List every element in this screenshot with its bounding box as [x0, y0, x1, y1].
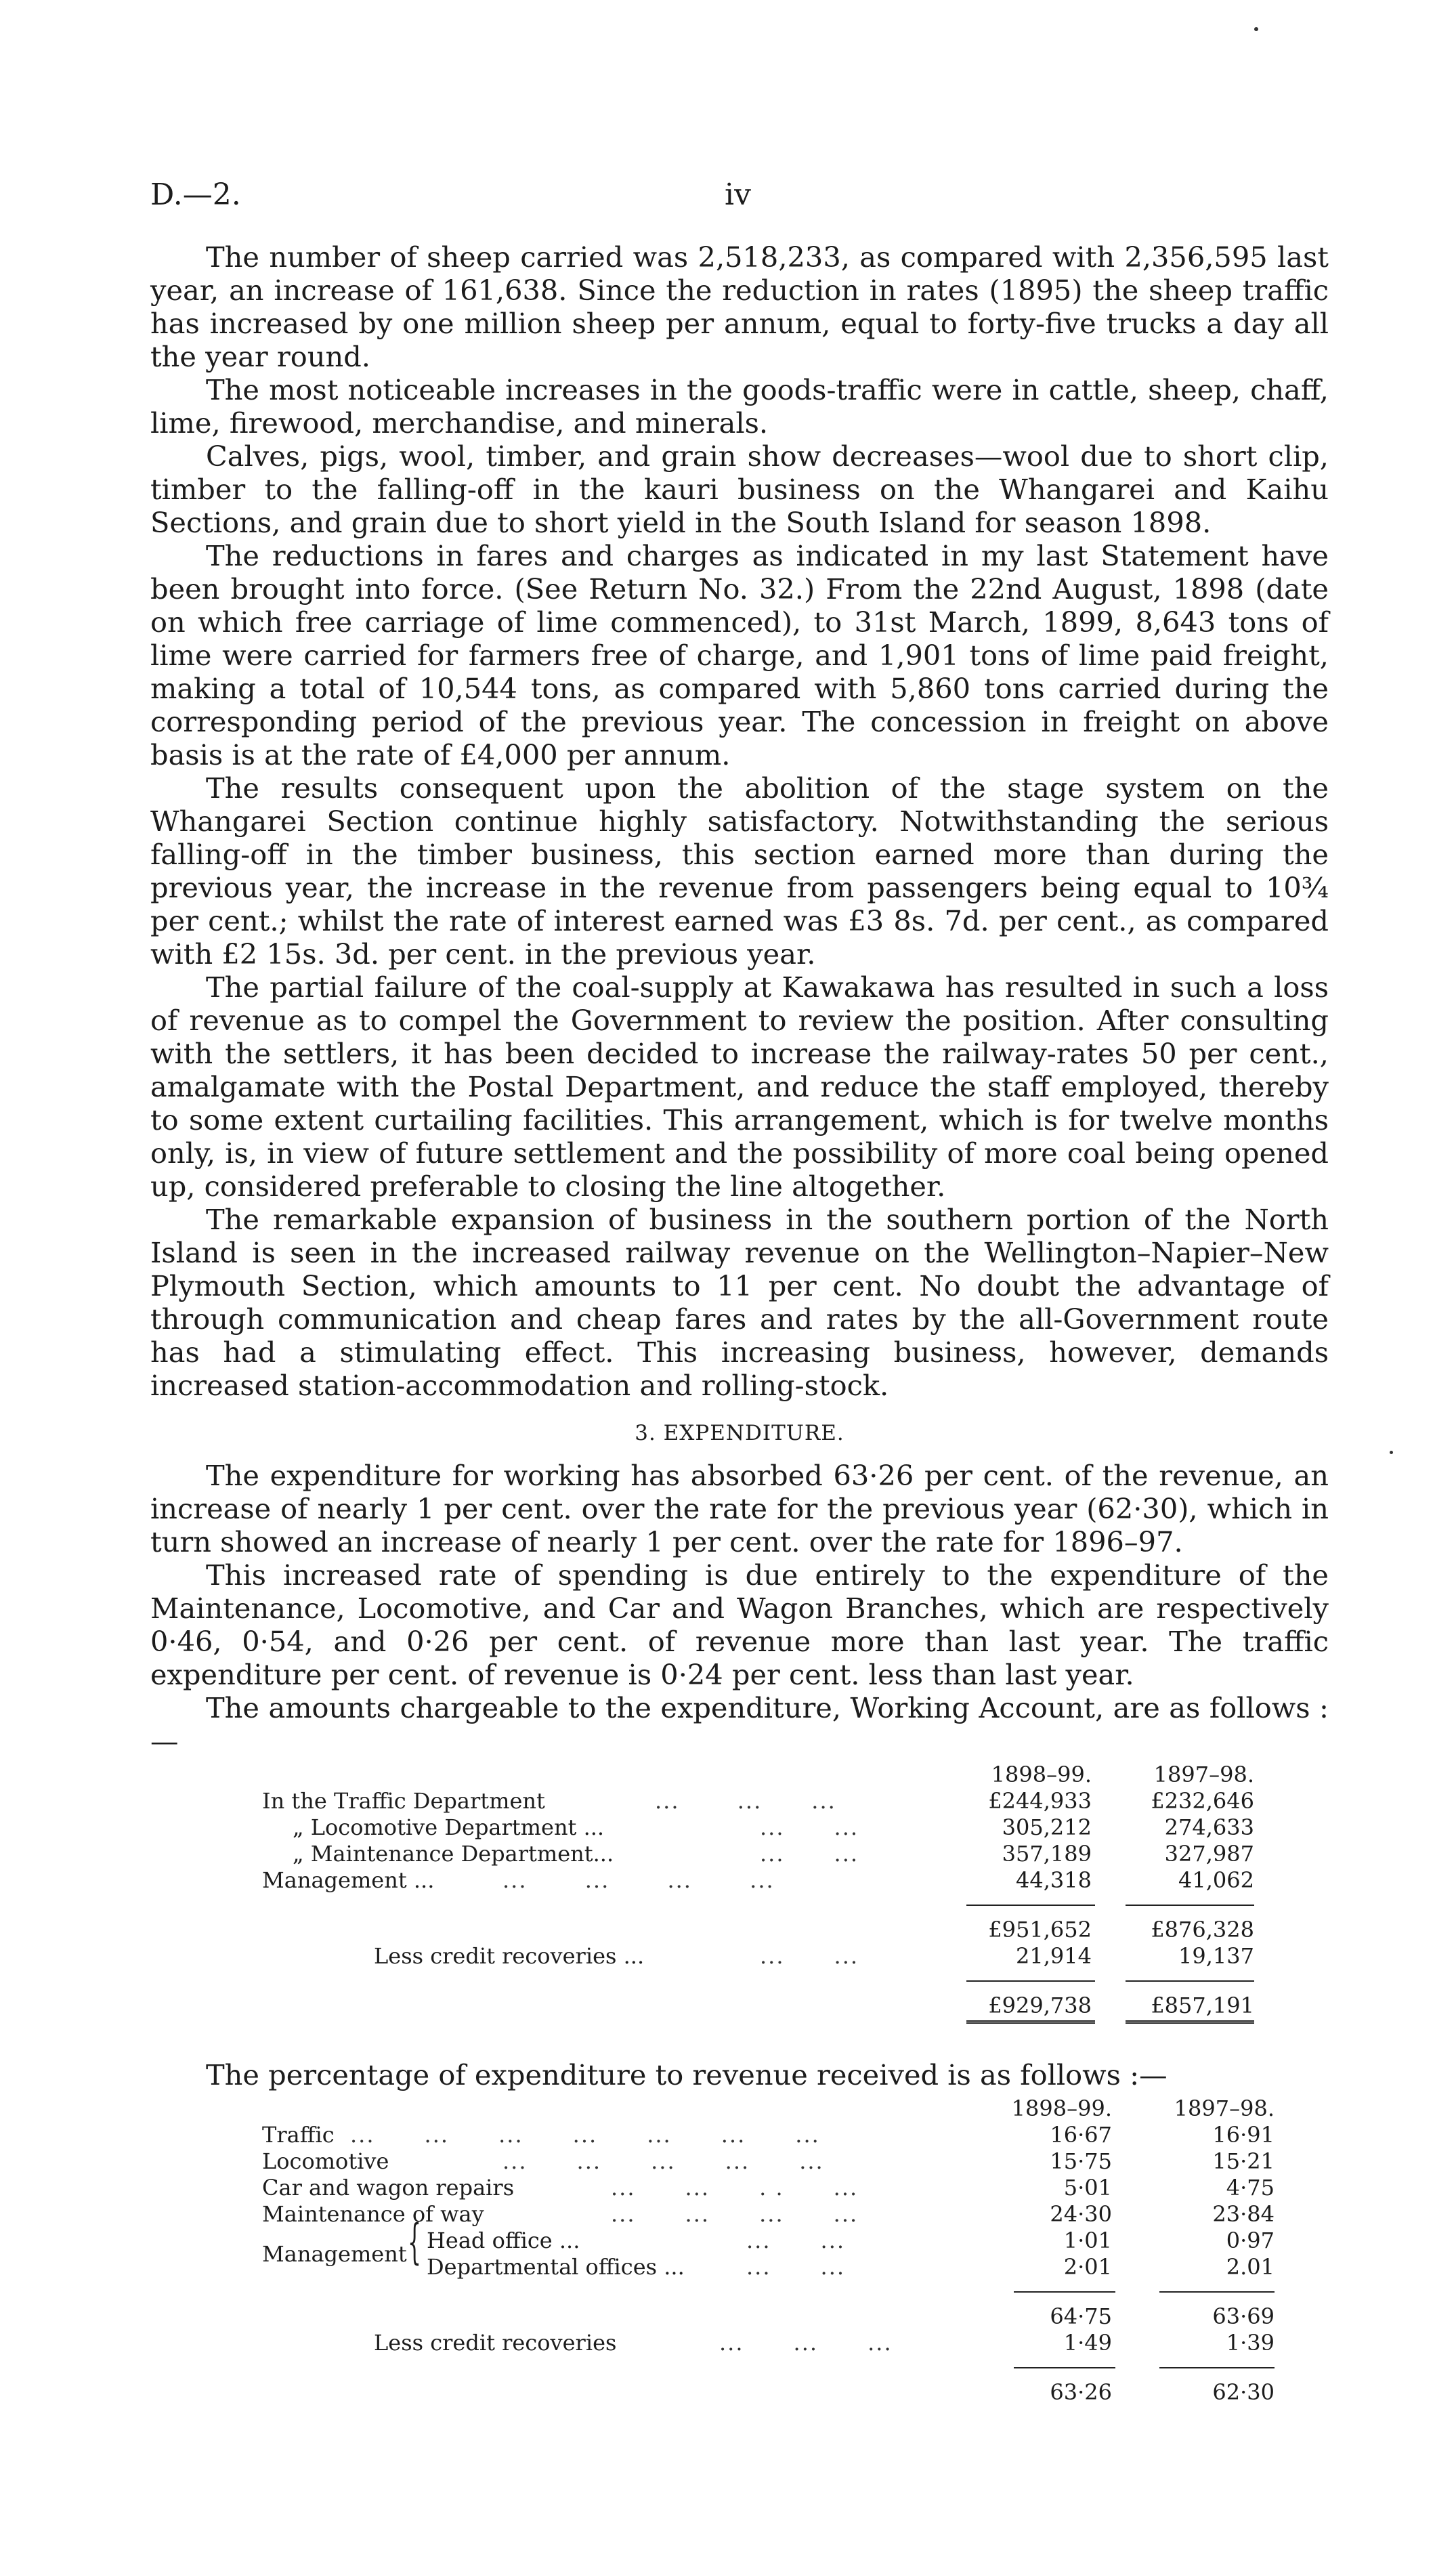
- leader-dots: ... ... ... ... ...: [502, 2148, 824, 2174]
- leader-dots: ... ... ... ...: [611, 2201, 859, 2227]
- subtotal-row: [150, 2303, 1329, 2330]
- section-heading: 3. EXPENDITURE.: [635, 1421, 844, 1445]
- sum-rule: [1126, 1980, 1254, 1982]
- body-text: [150, 240, 1329, 2434]
- less-recoveries-row: [150, 2330, 1329, 2356]
- total-row: [150, 1993, 1329, 2019]
- value-1898-99: 44,318: [1016, 1867, 1092, 1893]
- sum-rule: [1014, 2291, 1115, 2293]
- subtotal-1898-99: £951,652: [988, 1917, 1092, 1942]
- total-1898-99: £929,738: [988, 1993, 1092, 2018]
- paragraph: The number of sheep carried was 2,518,233, as compared with 2,356,595 last year, an increase of 161,638. Since the reduction in rates (1895) the sheep traffic has increased by one million sheep per annum, equal to forty-five trucks a day all the year round.: [150, 240, 1329, 373]
- scan-speck: [1254, 27, 1258, 31]
- value-1898-99: 1·49: [1063, 2330, 1112, 2356]
- total-1897-98: £857,191: [1151, 1993, 1254, 2018]
- value-1898-99: 16·67: [1050, 2122, 1112, 2148]
- table-row: [150, 1867, 1329, 1894]
- sub-row-label: Head office ...: [427, 2228, 580, 2253]
- value-1898-99: 24·30: [1050, 2201, 1112, 2227]
- paragraph: Calves, pigs, wool, timber, and grain show decreases—wool due to short clip, timber to the falling-off in the kauri business on the Whangarei and Kaihu Sections, and grain due to short yield in the South Island for season 1898.: [150, 440, 1329, 539]
- document-reference: D.—2.: [150, 177, 241, 212]
- value-1897-98: 16·91: [1212, 2122, 1275, 2148]
- row-label: Less credit recoveries: [374, 2330, 617, 2356]
- leader-dots: ... ... . . ...: [611, 2175, 859, 2200]
- row-label: Management ...: [262, 1867, 435, 1893]
- page-number: iv: [725, 177, 751, 212]
- table-header-row: [150, 2096, 1329, 2122]
- paragraph: The partial failure of the coal-supply at Kawakawa has resulted in such a loss of revenue as to compel the Government to review the position. After consulting with the settlers, it has been decided to increase the railway-rates 50 per cent., amalgamate with the Postal Department, and reduce the staff employed, thereby to some extent curtailing facilities. This arrangement, which is for twelve months only, is, in view of future settlement and the possibility of more coal being opened up, considered preferable to closing the line altogether.: [150, 971, 1329, 1203]
- sum-rule: [1126, 1905, 1254, 1906]
- leader-dots: ... ...: [746, 2254, 846, 2280]
- subtotal-1897-98: 63·69: [1212, 2303, 1275, 2329]
- value-1898-99: 15·75: [1050, 2148, 1112, 2174]
- leader-dots: ... ...: [760, 1841, 859, 1867]
- total-1897-98: 62·30: [1212, 2379, 1275, 2405]
- page-header: [150, 177, 1306, 218]
- leader-dots: ... ...: [760, 1814, 859, 1840]
- value-1897-98: 0·97: [1226, 2228, 1275, 2253]
- row-label: Locomotive: [262, 2148, 389, 2174]
- row-label: Less credit recoveries ...: [374, 1943, 645, 1969]
- column-header-1898-99: 1898–99.: [1011, 2096, 1112, 2121]
- table-row: [150, 1788, 1329, 1814]
- table-row: [150, 1814, 1329, 1841]
- expenditure-percentage-table: [150, 2096, 1329, 2434]
- leader-dots: ... ... ... ... ... ... ...: [350, 2122, 820, 2148]
- paragraph: The percentage of expenditure to revenue received is as follows :—: [206, 2058, 1168, 2091]
- value-1897-98: 2.01: [1226, 2254, 1275, 2280]
- total-1898-99: 63·26: [1050, 2379, 1112, 2405]
- table-rule-row: [150, 2280, 1329, 2303]
- subtotal-1897-98: £876,328: [1151, 1917, 1254, 1942]
- table-rule-row: [150, 2019, 1329, 2028]
- total-double-rule: [1126, 2020, 1254, 2024]
- table-row: [150, 2148, 1329, 2175]
- table-row: [150, 2175, 1329, 2201]
- leader-dots: ... ... ...: [719, 2330, 893, 2356]
- paragraph: The amounts chargeable to the expenditure, Working Account, are as follows :—: [150, 1691, 1329, 1758]
- value-1898-99: 1·01: [1063, 2228, 1112, 2253]
- leader-dots: ... ...: [760, 1943, 859, 1969]
- value-1897-98: 23·84: [1212, 2201, 1275, 2227]
- row-label: Maintenance of way: [262, 2201, 484, 2227]
- paragraph: This increased rate of spending is due entirely to the expenditure of the Maintenance, Locomotive, and Car and Wagon Branches, which are respectively 0·46, 0·54, and 0·26 per cent. of revenue more than last year. The traffic expenditure per cent. of revenue is 0·24 per cent. less than last year.: [150, 1558, 1329, 1691]
- paragraph: The results consequent upon the abolition of the stage system on the Whangarei Section continue highly satisfactory. Notwithstanding the serious falling-off in the timber business, this section earned more than during the previous year, the increase in the revenue from passengers being equal to 10¾ per cent.; whilst the rate of interest earned was £3 8s. 7d. per cent., as compared with £2 15s. 3d. per cent. in the previous year.: [150, 771, 1329, 971]
- value-1897-98: 41,062: [1178, 1867, 1254, 1893]
- value-1897-98: 19,137: [1178, 1943, 1254, 1969]
- value-1897-98: 327,987: [1164, 1841, 1254, 1867]
- column-header-1897-98: 1897–98.: [1174, 2096, 1275, 2121]
- paragraph: The reductions in fares and charges as indicated in my last Statement have been brought into force. (See Return No. 32.) From the 22nd August, 1898 (date on which free carriage of lime commenced), to 31st March, 1899, 8,643 tons of lime were carried for farmers free of charge, and 1,901 tons of lime paid freight, making a total of 10,544 tons, as compared with 5,860 tons carried during the corresponding period of the previous year. The concession in freight on above basis is at the rate of £4,000 per annum.: [150, 539, 1329, 771]
- row-label: Management: [262, 2241, 407, 2267]
- subtotal-row: [150, 1917, 1329, 1943]
- value-1897-98: £232,646: [1151, 1788, 1254, 1814]
- value-1897-98: 1·39: [1226, 2330, 1275, 2356]
- value-1898-99: 2·01: [1063, 2254, 1112, 2280]
- leader-dots: ... ...: [746, 2228, 846, 2253]
- row-label: Car and wagon repairs: [262, 2175, 515, 2200]
- paragraph: The most noticeable increases in the goods-traffic were in cattle, sheep, chaff, lime, firewood, merchandise, and minerals.: [150, 373, 1329, 440]
- value-1897-98: 15·21: [1212, 2148, 1275, 2174]
- table-header-row: [150, 1762, 1329, 1788]
- value-1898-99: 305,212: [1002, 1814, 1092, 1840]
- value-1898-99: 21,914: [1016, 1943, 1092, 1969]
- sum-rule: [966, 1905, 1095, 1906]
- row-label: „ Maintenance Department...: [293, 1841, 614, 1867]
- expenditure-amounts-table: [150, 1762, 1329, 2046]
- paragraph: The remarkable expansion of business in the southern portion of the North Island is seen in the increased railway revenue on the Wellington–Napier–New Plymouth Section, which amounts to 11 per cent. No doubt the advantage of through communication and cheap fares and rates by the all-Government route has had a stimulating effect. This increasing business, however, demands increased station-accommodation and rolling-stock.: [150, 1203, 1329, 1402]
- sum-rule: [966, 1980, 1095, 1982]
- leader-dots: ... ... ... ...: [502, 1867, 775, 1893]
- value-1897-98: 274,633: [1164, 1814, 1254, 1840]
- table-rule-row: [150, 2356, 1329, 2379]
- less-recoveries-row: [150, 1943, 1329, 1970]
- subtotal-1898-99: 64·75: [1050, 2303, 1112, 2329]
- sub-row-label: Departmental offices ...: [427, 2254, 685, 2280]
- value-1897-98: 4·75: [1226, 2175, 1275, 2200]
- total-row: [150, 2379, 1329, 2406]
- column-header-1898-99: 1898–99.: [991, 1762, 1092, 1787]
- column-header-1897-98: 1897–98.: [1153, 1762, 1254, 1787]
- value-1898-99: 357,189: [1002, 1841, 1092, 1867]
- sum-rule: [1014, 2367, 1115, 2368]
- leader-dots: ... ... ...: [655, 1788, 836, 1814]
- value-1898-99: £244,933: [988, 1788, 1092, 1814]
- scan-speck: [1390, 1451, 1393, 1454]
- table-row: [150, 2201, 1329, 2228]
- table-rule-row: [150, 1970, 1329, 1993]
- sum-rule: [1159, 2367, 1275, 2368]
- table-rule-row: [150, 1894, 1329, 1917]
- row-label: In the Traffic Department: [262, 1788, 545, 1814]
- brace-glyph: {: [408, 2214, 422, 2270]
- sum-rule: [1159, 2291, 1275, 2293]
- total-double-rule: [966, 2020, 1095, 2024]
- row-label: Traffic: [262, 2122, 335, 2148]
- paragraph: The expenditure for working has absorbed 63·26 per cent. of the revenue, an increase of nearly 1 per cent. over the rate for the previous year (62·30), which in turn showed an increase of nearly 1 per cent. over the rate for 1896–97.: [150, 1459, 1329, 1558]
- row-label: „ Locomotive Department ...: [293, 1814, 605, 1840]
- table-row: [150, 1841, 1329, 1867]
- table-row: [150, 2122, 1329, 2148]
- value-1898-99: 5·01: [1063, 2175, 1112, 2200]
